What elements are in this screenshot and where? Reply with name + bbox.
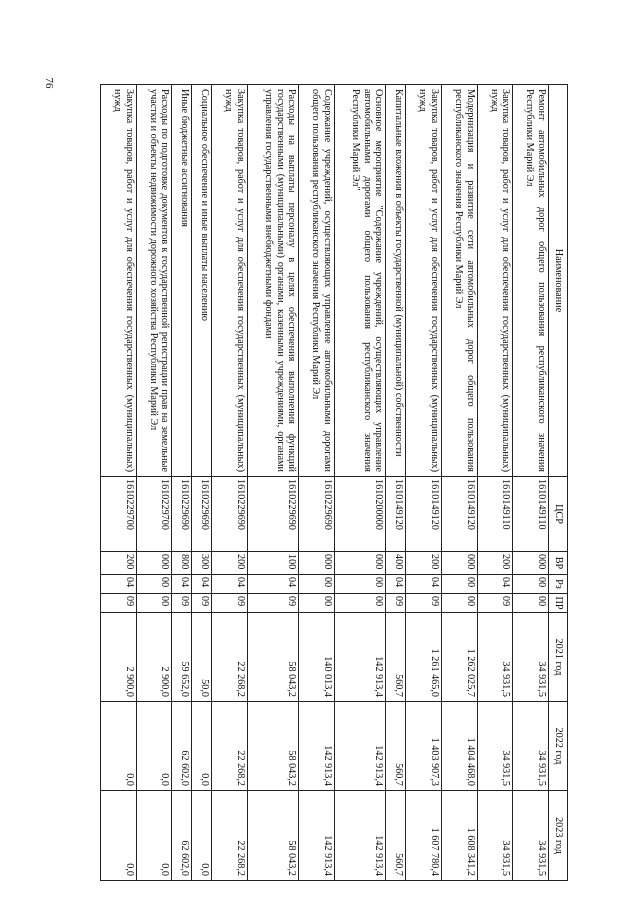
- cell-2022: 62 602,0: [172, 702, 192, 791]
- cell-2022: 560,7: [386, 702, 406, 791]
- cell-2021: 34 931,5: [477, 613, 513, 702]
- table-row: [386, 85, 406, 881]
- table-row: [247, 85, 298, 881]
- cell-csr: 1610229690: [247, 477, 298, 552]
- table-row: [136, 85, 172, 881]
- table-header: [549, 85, 568, 881]
- cell-2022: 0,0: [101, 702, 137, 791]
- cell-rz: 04: [406, 575, 442, 594]
- cell-2021: 34 931,5: [513, 613, 549, 702]
- cell-pr: 00: [299, 594, 335, 613]
- cell-csr: 1610229690: [172, 477, 192, 552]
- cell-vr: 000: [513, 552, 549, 575]
- cell-pr: 09: [247, 594, 298, 613]
- cell-2022: 1 404 468,0: [441, 702, 477, 791]
- cell-rz: 00: [136, 575, 172, 594]
- cell-name: Капитальные вложения в объекты государственной (муниципальной) собственности: [386, 85, 406, 477]
- cell-csr: 1610149110: [477, 477, 513, 552]
- cell-rz: 04: [247, 575, 298, 594]
- header-row: [549, 85, 568, 881]
- cell-pr: 09: [172, 594, 192, 613]
- cell-2021: 1 261 465,0: [406, 613, 442, 702]
- cell-csr: 1610149110: [513, 477, 549, 552]
- cell-2022: 0,0: [136, 702, 172, 791]
- header-vr: ВР: [549, 552, 568, 575]
- cell-2021: 142 913,4: [334, 613, 385, 702]
- page-number: 76: [43, 77, 55, 89]
- cell-2021: 2 900,0: [101, 613, 137, 702]
- cell-pr: 09: [212, 594, 248, 613]
- cell-csr: 1610200000: [334, 477, 385, 552]
- cell-csr: 1610149120: [406, 477, 442, 552]
- cell-pr: 00: [441, 594, 477, 613]
- cell-2023: 1 608 341,2: [441, 791, 477, 881]
- cell-vr: 000: [334, 552, 385, 575]
- cell-csr: 1610229700: [101, 477, 137, 552]
- cell-pr: 09: [386, 594, 406, 613]
- cell-2022: 22 268,2: [212, 702, 248, 791]
- budget-table-rotated: [100, 84, 568, 880]
- header-rz: Рз: [549, 575, 568, 594]
- cell-2022: 142 913,4: [299, 702, 335, 791]
- cell-2022: 142 913,4: [334, 702, 385, 791]
- cell-name: Закупка товаров, работ и услуг для обеспечения государственных (муниципальных) нужд: [477, 85, 513, 477]
- cell-2021: 140 013,4: [299, 613, 335, 702]
- cell-2023: 62 602,0: [172, 791, 192, 881]
- cell-vr: 200: [406, 552, 442, 575]
- cell-pr: 09: [477, 594, 513, 613]
- cell-csr: 1610149120: [441, 477, 477, 552]
- cell-2022: 34 931,5: [477, 702, 513, 791]
- header-2023: 2023 год: [549, 791, 568, 881]
- cell-2021: 58 043,2: [247, 613, 298, 702]
- cell-name: Иные бюджетные ассигнования: [172, 85, 192, 477]
- cell-2023: 142 913,4: [334, 791, 385, 881]
- cell-2021: 22 268,2: [212, 613, 248, 702]
- cell-2021: 1 262 025,7: [441, 613, 477, 702]
- cell-2023: 34 931,5: [477, 791, 513, 881]
- cell-rz: 04: [212, 575, 248, 594]
- cell-vr: 200: [101, 552, 137, 575]
- cell-name: Модернизация и развитие сети автомобильных дорог общего пользования республиканского значения Республики Марий Эл: [441, 85, 477, 477]
- cell-2023: 0,0: [101, 791, 137, 881]
- cell-pr: 09: [101, 594, 137, 613]
- cell-rz: 04: [477, 575, 513, 594]
- cell-pr: 09: [192, 594, 212, 613]
- cell-rz: 04: [172, 575, 192, 594]
- table-row: [334, 85, 385, 881]
- cell-name: Основное мероприятие "Содержание учреждений, осуществляющих управление автомобильными дорогами общего пользования республиканского значения Республики Марий Эл": [334, 85, 385, 477]
- cell-2023: 560,7: [386, 791, 406, 881]
- cell-rz: 00: [513, 575, 549, 594]
- table-body: [101, 85, 549, 881]
- cell-name: Ремонт автомобильных дорог общего пользования республиканского значения Республики Марий Эл: [513, 85, 549, 477]
- cell-pr: 00: [513, 594, 549, 613]
- cell-name: Содержание учреждений, осуществляющих управление автомобильными дорогами общего пользования республиканского значения Республики Марий Эл: [299, 85, 335, 477]
- cell-2021: 50,0: [192, 613, 212, 702]
- cell-vr: 400: [386, 552, 406, 575]
- cell-2022: 34 931,5: [513, 702, 549, 791]
- cell-vr: 200: [212, 552, 248, 575]
- table-row: [477, 85, 513, 881]
- cell-2023: 1 607 780,4: [406, 791, 442, 881]
- cell-rz: 04: [192, 575, 212, 594]
- cell-pr: 00: [334, 594, 385, 613]
- cell-2022: 58 043,2: [247, 702, 298, 791]
- cell-rz: 04: [101, 575, 137, 594]
- table-row: [406, 85, 442, 881]
- cell-2023: 22 268,2: [212, 791, 248, 881]
- cell-vr: 800: [172, 552, 192, 575]
- cell-name: Закупка товаров, работ и услуг для обеспечения государственных (муниципальных) нужд: [212, 85, 248, 477]
- cell-csr: 1610149120: [386, 477, 406, 552]
- cell-vr: 300: [192, 552, 212, 575]
- cell-csr: 1610229700: [136, 477, 172, 552]
- header-pr: ПР: [549, 594, 568, 613]
- header-2021: 2021 год: [549, 613, 568, 702]
- cell-csr: 1610229690: [192, 477, 212, 552]
- cell-2021: 560,7: [386, 613, 406, 702]
- cell-2023: 58 043,2: [247, 791, 298, 881]
- cell-pr: 00: [136, 594, 172, 613]
- budget-table: [100, 84, 568, 881]
- cell-name: Расходы по подготовке документов к государственной регистрации прав на земельные участки и объекты недвижимости дорожного хозяйства Республики Марий Эл: [136, 85, 172, 477]
- cell-2021: 59 652,0: [172, 613, 192, 702]
- cell-2022: 0,0: [192, 702, 212, 791]
- table-row: [441, 85, 477, 881]
- cell-2023: 34 931,5: [513, 791, 549, 881]
- cell-name: Закупка товаров, работ и услуг для обеспечения государственных (муниципальных) нужд: [406, 85, 442, 477]
- cell-csr: 1610229690: [212, 477, 248, 552]
- cell-rz: 04: [386, 575, 406, 594]
- cell-rz: 00: [334, 575, 385, 594]
- table-row: [513, 85, 549, 881]
- cell-vr: 100: [247, 552, 298, 575]
- table-row: [172, 85, 192, 881]
- cell-2023: 142 913,4: [299, 791, 335, 881]
- table-row: [212, 85, 248, 881]
- cell-rz: 00: [441, 575, 477, 594]
- cell-name: Социальное обеспечение и иные выплаты населению: [192, 85, 212, 477]
- cell-csr: 1610229690: [299, 477, 335, 552]
- header-2022: 2022 год: [549, 702, 568, 791]
- table-row: [192, 85, 212, 881]
- table-row: [299, 85, 335, 881]
- cell-vr: 000: [299, 552, 335, 575]
- cell-2023: 0,0: [192, 791, 212, 881]
- cell-2021: 2 900,0: [136, 613, 172, 702]
- table-row: [101, 85, 137, 881]
- cell-rz: 00: [299, 575, 335, 594]
- cell-vr: 200: [477, 552, 513, 575]
- header-name: Наименование: [549, 85, 568, 477]
- cell-name: Закупка товаров, работ и услуг для обеспечения государственных (муниципальных) нужд: [101, 85, 137, 477]
- cell-2023: 0,0: [136, 791, 172, 881]
- cell-vr: 000: [136, 552, 172, 575]
- cell-name: Расходы на выплаты персоналу в целях обеспечения выполнения функций государственными (муниципальными) органами, казенными учреждениями, органами управления государственными внебюджетными фондами: [247, 85, 298, 477]
- cell-vr: 000: [441, 552, 477, 575]
- cell-pr: 09: [406, 594, 442, 613]
- header-csr: ЦСР: [549, 477, 568, 552]
- cell-2022: 1 403 907,3: [406, 702, 442, 791]
